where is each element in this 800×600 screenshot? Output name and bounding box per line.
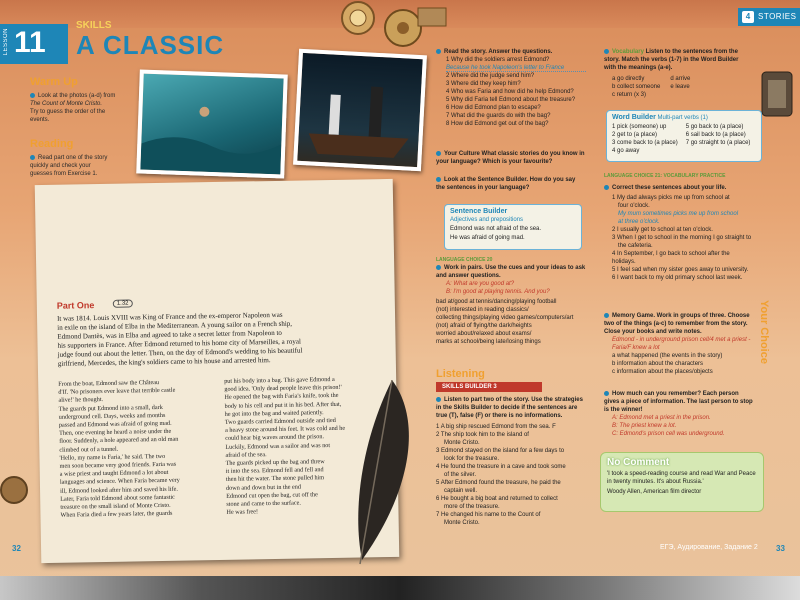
story-line: put his body into a bag. This gave Edmond a [224, 375, 335, 385]
exercise-5 [436, 176, 586, 192]
question-item: How did Edmond plan to escape? [451, 105, 541, 111]
story-lead [57, 309, 388, 369]
dialogue-a: A: What are you good at? [446, 281, 515, 287]
no-comment-quote: 'I took a speed-reading course and read War and Peace in twenty minutes. It's about Russia.' [607, 471, 756, 485]
warmup-heading: Warm Up [30, 76, 78, 88]
no-comment-title: No Comment [607, 457, 670, 468]
question-item: Where did they keep him? [451, 81, 521, 87]
correct-item: My dad always picks me up from school at [617, 195, 730, 201]
meaning-item: d arrive [670, 76, 691, 82]
story-line: languages and science. When Faria became very [59, 477, 180, 487]
cue-line: (not) interested in reading classics/ [436, 307, 529, 313]
story-lead-line: It was 1814. Louis XVIII was King of France and the ex-emperor Napoleon was [56, 310, 283, 323]
tf-item: Edmond stayed on the island for a few days to [441, 448, 565, 454]
story-line: afraid of the sea. [225, 450, 267, 459]
question-item: Why did the soldiers arrest Edmond? [451, 57, 550, 63]
exercise-2-marker-icon [30, 155, 35, 160]
unit-label: STORIES [758, 12, 797, 21]
story-lead-line: his supporters in France. After Edmond returned to his home city of Marseilles, a royal [57, 337, 301, 350]
story-line: floor. Suddenly, a hole appeared and an old man [59, 436, 179, 446]
coin-decoration-icon [0, 470, 30, 510]
story-line: Then, one evening he heard a noise under the [59, 428, 172, 437]
story-column-1 [58, 378, 220, 520]
memory-item: a what happened (the events in the story) [612, 353, 723, 359]
reading-line-2: quickly and check your [30, 163, 91, 169]
exercise-3-instruction: Read the story. Answer the questions. [444, 49, 553, 55]
exercise-3-questions: 1 Why did the soldiers arrest Edmond? Because he took Napoleon's letter to France 2 Where did the judge send him? 3 Where did they keep him? 4 Who was Faria and how did he help Edmond? 5 Why did Faria tell Edmond about the treasure? 6 How did Edmond plan to escape? 7 What did the guards do with the bag? 8 How did Edmond get out of the bag? [446, 56, 586, 128]
story-lead-line: in exile on the island of Elba in the Mediterranean. A young sailor on a French ship, [57, 319, 293, 332]
vocabulary-label: Vocabulary [612, 49, 644, 55]
story-line: climbed out of a tunnel. [59, 445, 119, 454]
sentence-builder-line: He was afraid of going mad. [450, 235, 525, 241]
story-line: Luckily, Edmond was a sailor and was not [225, 441, 331, 451]
memory-item: c information about the places/objects [612, 369, 713, 375]
lesson-number: 11 [14, 26, 46, 59]
story-line: From the boat, Edmond saw the Château [58, 379, 160, 388]
listening-heading: Listening [436, 368, 485, 380]
exercise-4-text: Your Culture What classic stories do you know in your language? Which is your favourite? [436, 151, 585, 165]
sentence-builder-box [444, 204, 582, 250]
word-builder-item: 2 get to (a place) [612, 132, 658, 138]
story-line: passed and Edmond was afraid of going mad. [58, 419, 172, 429]
story-line: could hear big waves around the prison. [225, 433, 325, 443]
story-line: alive!' he thought. [58, 396, 104, 405]
tf-item: Monte Cristo. [444, 440, 480, 446]
meaning-item: e leave [670, 84, 690, 90]
question-item: How did Edmond get out of the bag? [451, 121, 549, 127]
memory-answer: A: Edmond met a priest in the prison. [612, 415, 711, 421]
tf-item: of the silver. [444, 472, 477, 478]
sentence-builder-title: Sentence Builder [450, 208, 508, 215]
word-builder-item: 5 go back to (a place) [685, 124, 744, 130]
exercise-4 [436, 150, 586, 166]
warmup-line-3: Try to guess the order of the [30, 109, 106, 115]
tf-item: After Edmond found the treasure, he paid the [440, 480, 561, 486]
story-lead-line: girlfriend, Mercedes, the king's soldiers came to his house and arrested him. [57, 356, 271, 368]
correct-example: My mum sometimes picks me up from school [618, 211, 739, 217]
correct-item: In September, I go back to school after the holidays. [612, 251, 730, 265]
correct-item: When I get to school in the morning I go straight to [617, 235, 752, 241]
tf-item: The ship took him to the island of [440, 432, 529, 438]
correct-item: the cafeteria. [618, 243, 653, 249]
photo-a-sea-image [136, 69, 288, 178]
no-comment-box [600, 452, 764, 512]
story-line: he got into the bag and waited patiently. [224, 408, 324, 418]
question-item: Who was Faria and how did he help Edmond? [451, 89, 574, 95]
tf-item: A big ship rescued Edmond from the sea. F [440, 424, 556, 430]
dialogue-b: B: I'm good at playing tennis. And you? [446, 289, 550, 295]
page-number-right: 33 [776, 544, 785, 553]
lesson-label: LESSON [3, 28, 9, 56]
skills-builder-banner: SKILLS BUILDER 3 [436, 382, 542, 392]
correct-example: at three o'clock. [618, 219, 660, 225]
exercise-10 [604, 312, 754, 376]
tf-item: more of the treasure. [444, 504, 500, 510]
memory-item: b information about the characters [612, 361, 704, 367]
word-builder-title: Word Builder [612, 114, 656, 121]
question-item: Why did Faria tell Edmond about the treasure? [451, 97, 576, 103]
page-title: A CLASSIC [76, 30, 225, 60]
language-choice-20-label: LANGUAGE CHOICE 20 [436, 257, 493, 263]
word-builder-item: 1 pick (someone) up [612, 124, 667, 130]
word-builder-item: 3 come back to (a place) [612, 140, 678, 146]
correct-item: I want back to my old primary school last week. [617, 275, 743, 281]
exercise-11-instruction: How much can you remember? Each person gives a piece of information. The last person to stop is the winner! [604, 391, 753, 413]
word-builder-item: 7 go straight to (a place) [685, 140, 751, 146]
word-builder-subtitle: Multi-part verbs (1) [657, 115, 708, 121]
warmup-line-2: The Count of Monte Cristo. [30, 101, 103, 107]
correct-item: I feel sad when my sister goes away to university. [617, 267, 749, 273]
story-lead-line: judge found out about the letter. Then, on the day of Edmond's wedding to his beautiful [57, 346, 303, 359]
story-line: a wise priest and taught Edmond a lot about [59, 469, 169, 478]
word-builder-item: 6 sail back to (a place) [685, 132, 746, 138]
story-part-label: Part One [56, 300, 95, 311]
story-line: Later, Faria told Edmond about some fantastic [60, 493, 175, 503]
meaning-item: c return (x 3) [612, 92, 647, 98]
story-line: a heavy stone around his feet. It was cold and he [224, 424, 346, 435]
exercise-7: Listen to part two of the story. Use the strategies in the Skills Builder to decide if the sentences are true (T), false (F) or there is no informations. 1 A big ship rescued Edmond from the sea. F 2 The ship took him to the island of Monte Cristo. 3 Edmond stayed on the island for a few days to look for the treasure. 4 He found the treasure in a cave and took some of the silver. 5 After Edmond found the treasure, he paid the captain well. 6 He bought a big boat and returned to collect more of the treasure. 7 He changed his name to the Count of Monte Cristo. [436, 396, 586, 527]
exam-note: ЕГЭ, Аудирование, Задание 2 [660, 544, 758, 551]
story-line: body to his cell and put it in his bed. After that, [224, 400, 342, 410]
story-line: underground cell. Days, weeks and months [58, 411, 166, 421]
exercise-8 [604, 48, 740, 99]
tf-item: He changed his name to the Count of [441, 512, 541, 518]
story-line: stone and came to the surface. [226, 499, 301, 508]
section-label: SKILLS [76, 20, 112, 31]
question-item: Where did the judge send him? [451, 73, 535, 79]
cue-line: bad at/good at tennis/dancing/playing football [436, 299, 557, 305]
story-line: down and down but in the end [225, 483, 302, 492]
story-line: Two guards carried Edmond outside and tied [224, 416, 336, 426]
reading-line-1: Read part one of the story [38, 155, 108, 161]
tf-item: captain well. [444, 488, 478, 494]
exercise-5-text: Look at the Sentence Builder. How do you say the sentences in your language? [436, 177, 576, 191]
page-number-left: 32 [12, 544, 21, 553]
unit-tab [738, 8, 800, 26]
exercise-6-instruction: Work in pairs. Use the cues and your ideas to ask and answer questions. [436, 265, 586, 279]
lesson-badge [0, 24, 68, 64]
memory-answer: C: Edmond's prison cell was underground. [612, 431, 725, 437]
sentence-builder-line: Edmond was not afraid of the sea. [450, 226, 542, 232]
exercise-9-instruction: Correct these sentences about your life. [612, 185, 727, 191]
story-line: men soon became very good friends. Faria was [59, 460, 177, 470]
cue-line: marks at school/being late/losing things [436, 339, 541, 345]
warmup-line-1: Look at the photos (a-d) from [38, 93, 116, 99]
cue-line: worried about/relaxed about exams/ [436, 331, 532, 337]
story-line: then hit the water. The stone pulled him [225, 474, 325, 484]
exercise-1-marker-icon [30, 93, 35, 98]
exercise-10-instruction: Memory Game. Work in groups of three. Choose two of the things (a-c) to remember from the story. Close your books and write notes. [604, 313, 750, 335]
meaning-item: a go directly [612, 76, 645, 82]
story-line: The guards put Edmond into a small, dark [58, 403, 163, 413]
lantern-decoration-icon [756, 62, 800, 122]
correct-item: four o'clock. [618, 203, 650, 209]
exercise-9: Correct these sentences about your life. 1 My dad always picks me up from school at four o'clock. My mum sometimes picks me up from school at three o'clock. 2 I usually get to school at ten o'clock. 3 When I get to school in the morning I go straight to the cafeteria. 4 In September, I go back to school after the holidays. 5 I feel sad when my sister goes away to university. 6 I want back to my old primary school last week. [604, 184, 754, 282]
unit-number: 4 [742, 11, 754, 23]
correct-item: I usually get to school at ten o'clock. [617, 227, 713, 233]
story-line: The guards picked up the bag and threw [225, 458, 325, 467]
reading-heading: Reading [30, 138, 74, 150]
word-builder-box [606, 110, 762, 162]
sentence-builder-subtitle: Adjectives and prepositions [450, 217, 524, 223]
story-line: ill, Edmond looked after him and saved his life. [60, 485, 179, 495]
quill-decoration-icon [332, 380, 422, 570]
story-line: good idea. 'Only dead people leave this prison!' [224, 384, 342, 394]
your-choice-label: Your Choice [758, 300, 770, 364]
story-line: it into the sea. Edmond fell and fell and [225, 466, 324, 476]
exercise-7-instruction: Listen to part two of the story. Use the strategies in the Skills Builder to decide if the sentences are true (T), false (F) or there is no informations. [436, 397, 583, 419]
story-line: When Faria died a few years later, the guards [60, 510, 173, 520]
no-comment-author: Woody Allen, American film director [607, 489, 702, 495]
meaning-item: b collect someone [612, 84, 661, 90]
tf-item: Monte Cristo. [444, 520, 480, 526]
word-builder-item: 4 go away [612, 148, 640, 154]
exercise-10-example: Edmond - in underground prison cell/4 met a priest - Faria/F knew a lot [612, 337, 751, 351]
exercise-8-instruction: Listen to the sentences from the story. Match the verbs (1-7) in the Word Builder with the meanings (a-e). [604, 49, 739, 71]
story-line: d'If. 'No prisoners ever leave that terrible castle [58, 386, 176, 396]
story-lead-line: Edmond Dantès, was in Elba and agreed to take a secret letter from Napoleon to [57, 328, 282, 341]
memory-answer: B: The priest knew a lot. [612, 423, 677, 429]
audio-track-label: 1.32 [113, 299, 133, 307]
language-choice-21-label: LANGUAGE CHOICE 21: VOCABULARY PRACTICE [604, 173, 726, 179]
cue-line: (not) afraid of flying/the dark/heights [436, 323, 532, 329]
reading-text [30, 154, 130, 178]
story-line: He opened the bag with Faria's knife, took the [224, 392, 339, 402]
tf-item: look for the treasure. [444, 456, 500, 462]
tf-item: He found the treasure in a cave and took some [441, 464, 566, 470]
warmup-line-4: events. [30, 117, 50, 123]
reading-line-3: guesses from Exercise 1. [30, 171, 98, 177]
tf-item: He bought a big boat and returned to collect [441, 496, 558, 502]
answer-example: Because he took Napoleon's letter to France [446, 65, 565, 71]
warmup-text [30, 92, 130, 124]
exercise-3 [436, 48, 586, 128]
question-item: What did the guards do with the bag? [451, 113, 551, 119]
story-line: 'Hello, my name is Faria,' he said. The two [59, 452, 166, 462]
exercise-11 [604, 390, 754, 438]
story-line: treasure on the small island of Monte Cristo. [60, 501, 171, 511]
bottom-gradient-bar [0, 576, 800, 600]
story-line: Edmond cut open the bag, cut off the [226, 491, 318, 500]
photo-b-boat-image [293, 49, 427, 172]
story-line: He was free! [226, 508, 259, 517]
exercise-6 [436, 264, 586, 346]
cue-line: collecting things/playing video games/computers/art [436, 315, 574, 321]
